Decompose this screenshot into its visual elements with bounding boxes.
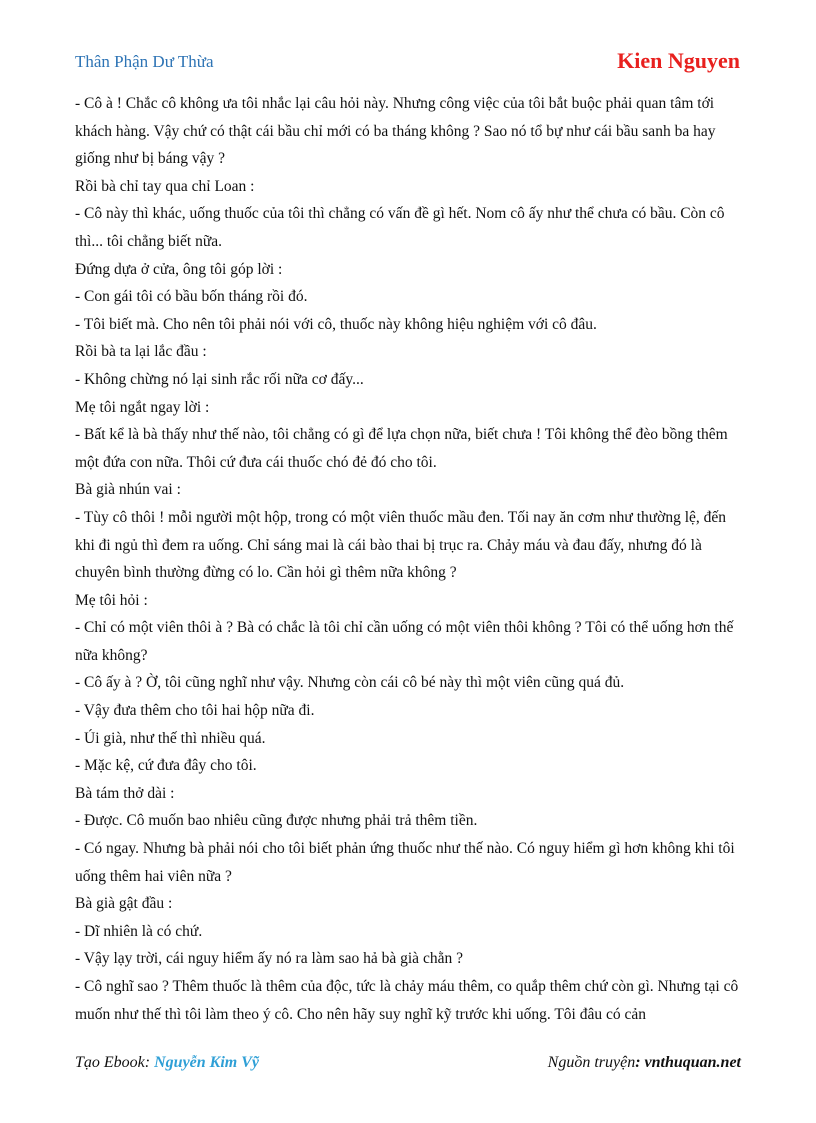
page-body (75, 90, 743, 1028)
paragraph: - Chỉ có một viên thôi à ? Bà có chắc là tôi chỉ cần uống có một viên thôi không ? Tôi có thể uống hơn thế nữa không? (75, 619, 734, 664)
source-label: Nguồn truyện (547, 1054, 636, 1071)
paragraph: - Được. Cô muốn bao nhiêu cũng được nhưng phải trả thêm tiền. (75, 812, 478, 830)
source-credit: Nguồn truyện: vnthuquan.net (547, 1054, 741, 1071)
source-site: vnthuquan.net (644, 1054, 741, 1071)
ebook-label: Tạo Ebook (75, 1054, 145, 1071)
paragraph: - Bất kể là bà thấy như thế nào, tôi chẳng có gì để lựa chọn nữa, biết chưa ! Tôi không thể đèo bồng thêm một đứa con nữa. Thôi cứ đưa cái thuốc chó đẻ đó cho tôi. (75, 426, 728, 471)
paragraph: Bà già gật đầu : (75, 895, 173, 913)
book-title: Thân Phận Dư Thừa (75, 52, 214, 71)
paragraph: - Không chừng nó lại sinh rắc rối nữa cơ đấy... (75, 370, 364, 388)
paragraph: - Cô nghĩ sao ? Thêm thuốc là thêm của độc, tức là chảy máu thêm, co quắp thêm chứ còn gì. Nhưng tại cô muốn như thế thì tôi làm theo ý cô. Cho nên hãy suy nghĩ kỹ trước khi uống. Tôi đâu có cản (75, 978, 739, 1023)
paragraph: Đứng dựa ở cửa, ông tôi góp lời : (75, 260, 283, 278)
ebook-credit: Tạo Ebook: Nguyễn Kim Vỹ (75, 1054, 259, 1071)
paragraph: - Tôi biết mà. Cho nên tôi phải nói với cô, thuốc này không hiệu nghiệm với cô đâu. (75, 315, 597, 333)
author-name: Kien Nguyen (617, 48, 740, 73)
paragraph: Bà tám thở dài : (75, 784, 175, 802)
paragraph: - Mặc kệ, cứ đưa đây cho tôi. (75, 757, 257, 775)
paragraph: - Có ngay. Nhưng bà phải nói cho tôi biết phản ứng thuốc như thế nào. Có nguy hiểm gì hơn không khi tôi uống thêm hai viên nữa ? (75, 840, 735, 885)
paragraph: Bà già nhún vai : (75, 481, 181, 499)
paragraph: Rồi bà chỉ tay qua chỉ Loan : (75, 177, 255, 195)
paragraph: - Cô à ! Chắc cô không ưa tôi nhắc lại câu hỏi này. Nhưng công việc của tôi bắt buộc phải quan tâm tới khách hàng. Vậy chứ có thật cái bầu chỉ mới có ba tháng không ? Sao nó tổ bự như cái bầu sanh ba hay giống như bị báng vậy ? (75, 95, 716, 168)
paragraph: - Cô ấy à ? Ờ, tôi cũng nghĩ như vậy. Nhưng còn cái cô bé này thì một viên cũng quá đủ. (75, 674, 625, 692)
paragraph: Rồi bà ta lại lắc đầu : (75, 343, 207, 361)
paragraph: - Úi già, như thế thì nhiều quá. (75, 729, 266, 747)
paragraph: Mẹ tôi ngắt ngay lời : (75, 398, 210, 416)
paragraph: - Cô này thì khác, uống thuốc của tôi thì chẳng có vấn đề gì hết. Nom cô ấy như thể chưa có bầu. Còn cô thì... tôi chẳng biết nữa. (75, 205, 725, 250)
paragraph: - Vậy lạy trời, cái nguy hiểm ấy nó ra làm sao hả bà già chằn ? (75, 950, 463, 968)
paragraph: - Tùy cô thôi ! mỗi người một hộp, trong có một viên thuốc mầu đen. Tối nay ăn cơm như thường lệ, đến khi đi ngủ thì đem ra uống. Chỉ sáng mai là cái bào thai bị trục ra. Chảy máu và đau đấy, nhưng đó là chuyên bình thường đừng có lo. Cần hỏi gì thêm nữa không ? (75, 508, 727, 582)
paragraph: - Dĩ nhiên là có chứ. (75, 922, 203, 940)
paragraph: Mẹ tôi hỏi : (75, 591, 148, 609)
paragraph: - Con gái tôi có bầu bốn tháng rồi đó. (75, 288, 308, 306)
ebook-creator: Nguyễn Kim Vỹ (154, 1054, 259, 1071)
paragraph: - Vậy đưa thêm cho tôi hai hộp nữa đi. (75, 702, 315, 720)
